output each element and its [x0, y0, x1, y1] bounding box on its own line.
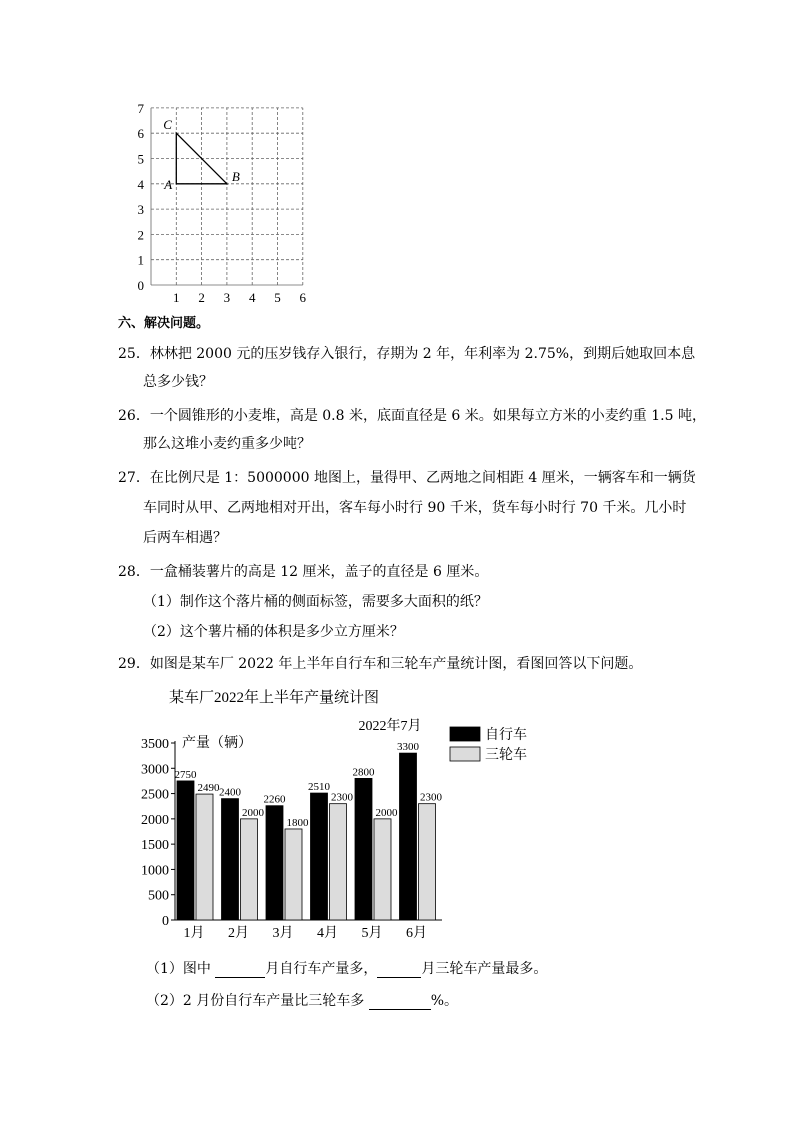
production-bar-chart: [130, 680, 560, 950]
y-tick-label: 5: [137, 151, 144, 167]
legend-swatch-bicycle: [450, 727, 480, 741]
question-26-line-1: 26．一个圆锥形的小麦堆，高是 0.8 米，底面直径是 6 米。如果每立方米的小麦约重 1.5 吨，: [118, 408, 706, 424]
question-26-line-2: 那么这堆小麦约重多少吨？: [143, 436, 311, 452]
x-tick-label: 5月: [361, 926, 383, 941]
bar-data-label: 2300: [420, 791, 442, 804]
answer-blank-bicycle-month[interactable]: [215, 963, 265, 978]
bar-data-label: 2000: [242, 806, 264, 819]
x-tick-label: 1月: [183, 926, 205, 941]
bar-data-label: 2490: [197, 782, 220, 795]
y-tick-label: 0: [162, 914, 169, 929]
legend-label-tricycle: 三轮车: [485, 748, 527, 763]
chart-title: 某车厂2022年上半年产量统计图: [168, 690, 380, 706]
y-tick-label: 1: [137, 252, 144, 268]
y-tick-label: 3000: [141, 762, 169, 778]
y-tick-label: 1500: [141, 838, 169, 854]
question-28-sub-1: （1）制作这个落片桶的侧面标签，需要多大面积的纸？: [143, 594, 488, 610]
bar-bicycle: [400, 753, 417, 920]
point-label-b: B: [231, 168, 240, 184]
question-25-line-1: 25．林林把 2000 元的压岁钱存入银行，存期为 2 年，年利率为 2.75%，到期后她取回本息: [118, 346, 696, 362]
bar-data-label: 2260: [263, 793, 286, 806]
bar-data-label: 2000: [375, 806, 398, 819]
y-tick-label: 2000: [141, 812, 169, 828]
question-25-line-2: 总多少钱？: [143, 374, 213, 390]
y-tick-label: 4: [137, 176, 144, 192]
bar-tricycle: [196, 794, 213, 920]
x-tick-label: 3月: [272, 926, 294, 941]
question-28-sub-2: （2）这个薯片桶的体积是多少立方厘米？: [143, 624, 404, 640]
x-tick-label: 1: [173, 290, 180, 305]
question-29-line-1: 29．如图是某车厂 2022 年上半年自行车和三轮车产量统计图，看图回答以下问题。: [118, 656, 643, 672]
x-tick-label: 4: [248, 290, 256, 305]
y-tick-label: 500: [148, 888, 169, 904]
legend-label-bicycle: 自行车: [485, 728, 527, 743]
q29-sub1-middle: 月自行车产量多，: [265, 961, 378, 977]
chart-subtitle: 2022年7月: [358, 719, 422, 734]
question-27-line-3: 后两车相遇？: [143, 530, 227, 546]
x-tick-label: 6月: [406, 926, 427, 941]
bar-data-label: 2800: [352, 766, 375, 779]
q29-sub2-suffix: %。: [430, 993, 459, 1009]
coordinate-grid-figure: [130, 95, 330, 305]
legend-swatch-tricycle: [450, 747, 480, 761]
y-tick-label: 0: [137, 278, 144, 293]
y-tick-label: 2: [137, 227, 144, 243]
y-axis-label: 产量（辆）: [182, 736, 252, 751]
y-tick-label: 1000: [141, 863, 169, 879]
bar-data-label: 2400: [219, 786, 241, 799]
bar-tricycle: [285, 829, 302, 920]
q29-sub1-suffix: 月三轮车产量最多。: [421, 961, 548, 977]
bar-bicycle: [177, 781, 194, 920]
bar-data-label: 2510: [308, 781, 330, 794]
answer-blank-percent[interactable]: [369, 995, 431, 1010]
y-tick-label: 6: [137, 126, 144, 142]
bar-data-label: 1800: [286, 816, 309, 829]
bar-data-label: 2300: [331, 791, 353, 804]
bar-bicycle: [355, 778, 372, 920]
x-tick-label: 6: [299, 290, 307, 305]
bar-tricycle: [241, 819, 258, 920]
y-tick-label: 7: [137, 100, 144, 116]
point-label-a: A: [164, 176, 173, 192]
bar-tricycle: [330, 804, 347, 920]
q29-sub1-prefix: （1）图中: [146, 961, 211, 977]
point-label-c: C: [163, 117, 172, 133]
question-29-sub-1: [146, 958, 547, 978]
answer-blank-tricycle-month[interactable]: [377, 963, 421, 978]
question-27-line-1: 27．在比例尺是 1：5000000 地图上，量得甲、乙两地之间相距 4 厘米，一辆客车和一辆货: [118, 470, 696, 486]
bar-bicycle: [311, 793, 328, 920]
x-tick-label: 2月: [228, 926, 249, 941]
bar-tricycle: [419, 804, 436, 920]
y-tick-label: 3500: [141, 737, 169, 752]
x-tick-label: 5: [274, 290, 281, 305]
x-tick-label: 4月: [317, 926, 338, 941]
y-tick-label: 3: [137, 202, 144, 218]
bar-data-label: 3300: [397, 741, 419, 754]
bar-bicycle: [266, 806, 283, 920]
q29-sub2-prefix: （2）2 月份自行车产量比三轮车多: [146, 993, 365, 1009]
bar-data-label: 2750: [174, 768, 197, 781]
question-27-line-2: 车同时从甲、乙两地相对开出，客车每小时行 90 千米，货车每小时行 70 千米。几小时: [143, 500, 687, 516]
bar-tricycle: [374, 819, 391, 920]
question-29-sub-2: [146, 990, 458, 1010]
section-title: 六、解决问题。: [118, 316, 210, 331]
x-tick-label: 2: [198, 290, 205, 305]
x-tick-label: 3: [223, 290, 231, 305]
grid-lines: [151, 108, 303, 285]
y-tick-label: 2500: [141, 787, 169, 803]
bar-bicycle: [222, 799, 239, 920]
question-28-line-1: 28．一盒桶装薯片的高是 12 厘米，盖子的直径是 6 厘米。: [118, 564, 489, 580]
